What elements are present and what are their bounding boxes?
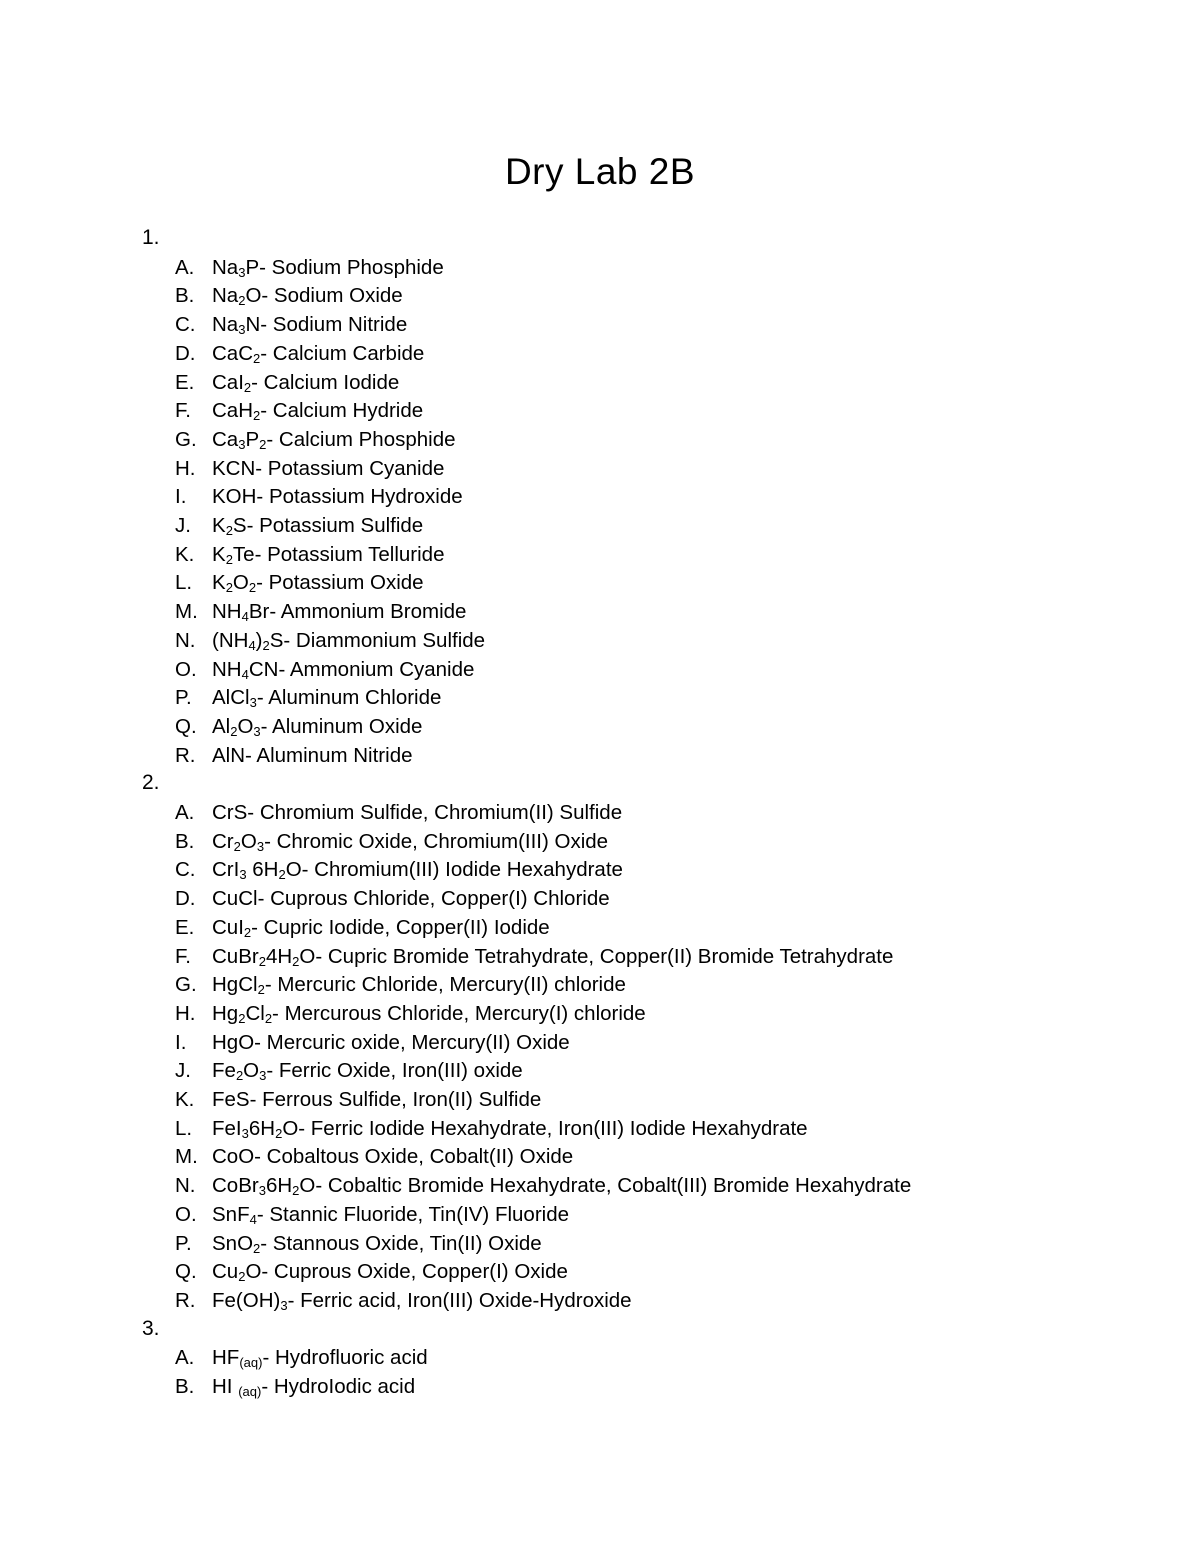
item-letter: M.	[175, 600, 198, 624]
subscript: 2	[262, 637, 270, 653]
item-letter: I.	[175, 485, 187, 509]
item-letter: Q.	[175, 1260, 197, 1284]
item-text: HgCl$_2$- Mercuric Chloride, Mercury(II) chloride	[212, 973, 626, 998]
subscript: 3	[253, 723, 261, 739]
item-letter: O.	[175, 1202, 197, 1226]
item-letter: G.	[175, 427, 197, 451]
subscript: 2	[292, 1183, 300, 1199]
item-letter: E.	[175, 370, 195, 394]
item-text: CuCl- Cuprous Chloride, Copper(I) Chloride	[212, 887, 610, 911]
item-letter: L.	[175, 571, 193, 595]
item-letter: M.	[175, 1145, 198, 1169]
subscript: 2	[275, 1125, 283, 1141]
item-text: CuI$_2$- Cupric Iodide, Copper(II) Iodide	[212, 915, 550, 940]
subscript: 3	[241, 1125, 249, 1141]
item-letter: G.	[175, 973, 197, 997]
subscript: (aq)	[238, 1384, 262, 1399]
item-letter: H.	[175, 456, 196, 480]
item-text: $Cu_2O-$ Cuprous Oxide, Copper(I) Oxide	[212, 1260, 568, 1285]
subscript: 2	[238, 1269, 246, 1285]
item-text: $Hg_2Cl_2-$ Mercurous Chloride, Mercury(I) chloride	[212, 1001, 646, 1026]
item-text: $Ca_3P_2-$ Calcium Phosphide	[212, 427, 456, 452]
subscript: 4	[249, 1211, 257, 1227]
subscript: 4	[241, 609, 249, 625]
item-text: CaI$_2$- Calcium Iodide	[212, 370, 400, 395]
subscript: 2	[238, 1010, 246, 1026]
item-letter: C.	[175, 313, 196, 337]
subscript: 3	[249, 695, 257, 711]
item-text: HI $_{(aq)}$- HydroIodic acid	[212, 1375, 416, 1399]
item-letter: K.	[175, 542, 195, 566]
item-letter: Q.	[175, 714, 197, 738]
item-text: $HF_{(aq)}-$ Hydrofluoric acid	[212, 1346, 428, 1371]
item-letter: B.	[175, 829, 195, 853]
subscript: 3	[238, 322, 246, 338]
item-text: CoO- Cobaltous Oxide, Cobalt(II) Oxide	[212, 1145, 574, 1169]
item-letter: I.	[175, 1030, 187, 1054]
subscript: 2	[233, 838, 241, 854]
item-text: CaC$_2$- Calcium Carbide	[212, 341, 425, 366]
section-number: 1.	[142, 226, 160, 249]
item-letter: B.	[175, 284, 195, 308]
item-text: $Na_3N-$ Sodium Nitride	[212, 313, 408, 338]
subscript: 3	[259, 1068, 267, 1084]
item-text: $NH_4Br-$ Ammonium Bromide	[212, 600, 467, 625]
item-letter: H.	[175, 1001, 196, 1025]
section-number: 3.	[142, 1316, 160, 1340]
item-text: $Na_2O-$ Sodium Oxide	[212, 284, 403, 309]
subscript: 2	[243, 924, 252, 940]
item-letter: J.	[175, 514, 191, 537]
subscript: 2	[238, 293, 246, 309]
item-letter: P.	[175, 686, 192, 710]
subscript: 3	[239, 867, 247, 883]
item-letter: F.	[175, 399, 191, 423]
subscript: 2	[292, 953, 300, 969]
item-text: $FeI_36H_2O-$ Ferric Iodide Hexahydrate, Iron(III) Iodide Hexahydrate	[212, 1116, 808, 1141]
item-text: $K_2S-$ Potassium Sulfide	[212, 514, 424, 538]
item-letter: E.	[175, 915, 195, 939]
item-text: SnF$_4$- Stannic Fluoride, Tin(IV) Fluoride	[212, 1202, 570, 1227]
section-number: 2.	[142, 771, 160, 795]
item-letter: L.	[175, 1116, 193, 1140]
item-text: $CoBr_36H_2O-$ Cobaltic Bromide Hexahydrate, Cobalt(III) Bromide Hexahydrate	[212, 1174, 912, 1199]
item-text: $K_2O_2-$ Potassium Oxide	[212, 571, 424, 596]
item-text: $CuBr_24H_2O-$ Cupric Bromide Tetrahydrate, Copper(II) Bromide Tetrahydrate	[212, 944, 894, 969]
item-letter: B.	[175, 1375, 195, 1398]
item-text: $Al_2O_3-$ Aluminum Oxide	[212, 714, 423, 739]
subscript: 2	[257, 982, 265, 998]
subscript: 3	[238, 436, 246, 452]
item-letter: D.	[175, 887, 196, 911]
item-letter: J.	[175, 1059, 191, 1083]
item-letter: R.	[175, 1288, 196, 1312]
subscript: 2	[225, 551, 233, 567]
subscript: 2	[225, 580, 233, 596]
item-text: $K_2Te-$ Potassium Telluride	[212, 542, 445, 567]
item-letter: R.	[175, 743, 196, 767]
item-letter: A.	[175, 801, 195, 824]
item-text: $Na_3P-$ Sodium Phosphide	[212, 255, 444, 280]
subscript: 2	[259, 436, 267, 452]
subscript: 3	[256, 838, 265, 854]
item-text: HgO- Mercuric oxide, Mercury(II) Oxide	[212, 1030, 570, 1054]
item-letter: C.	[175, 858, 196, 882]
item-text: KOH- Potassium Hydroxide	[212, 485, 463, 509]
subscript: 4	[248, 637, 256, 653]
subscript: (aq)	[239, 1355, 263, 1371]
subscript: 2	[258, 953, 266, 969]
item-text: $Fe(OH)_3-$ Ferric acid, Iron(III) Oxide-Hydroxide	[212, 1288, 632, 1313]
subscript: 2	[253, 408, 261, 424]
item-letter: N.	[175, 628, 196, 652]
item-letter: P.	[175, 1231, 192, 1255]
item-letter: N.	[175, 1174, 196, 1198]
item-text: AlCl$_3$- Aluminum Chloride	[212, 686, 442, 711]
item-text: CrI$_3$ $6H_2O-$ Chromium(III) Iodide Hexahydrate	[212, 858, 623, 883]
item-text: KCN- Potassium Cyanide	[212, 456, 445, 480]
item-letter: A.	[175, 1346, 195, 1370]
subscript: 4	[241, 666, 249, 682]
subscript: 3	[258, 1183, 266, 1199]
item-letter: D.	[175, 341, 196, 365]
item-text: $Fe_2O_3-$ Ferric Oxide, Iron(III) oxide	[212, 1059, 523, 1084]
subscript: 3	[238, 264, 246, 280]
subscript: 2	[225, 523, 233, 538]
subscript: 2	[264, 1010, 273, 1026]
item-text: FeS- Ferrous Sulfide, Iron(II) Sulfide	[212, 1088, 542, 1111]
subscript: 2	[248, 580, 257, 596]
item-text: $NH_4CN-$ Ammonium Cyanide	[212, 657, 475, 682]
item-text: $Cr_2O_3-$ Chromic Oxide, Chromium(III) Oxide	[212, 829, 609, 854]
item-letter: O.	[175, 657, 197, 681]
item-text: $(NH_4)_2S-$ Diammonium Sulfide	[212, 628, 486, 653]
item-text: CrS- Chromium Sulfide, Chromium(II) Sulfide	[212, 801, 623, 824]
subscript: 2	[243, 379, 252, 395]
subscript: 2	[278, 867, 286, 883]
subscript: 2	[235, 1068, 244, 1084]
subscript: 2	[253, 1240, 261, 1256]
page-title: Dry Lab 2B	[504, 151, 696, 192]
item-letter: A.	[175, 255, 195, 279]
item-text: AlN- Aluminum Nitride	[212, 743, 413, 767]
subscript: 2	[253, 350, 261, 366]
item-text: SnO$_2$- Stannous Oxide, Tin(II) Oxide	[212, 1231, 542, 1256]
item-letter: K.	[175, 1088, 195, 1111]
item-text: CaH$_2$- Calcium Hydride	[212, 399, 424, 424]
item-letter: F.	[175, 944, 191, 968]
subscript: 3	[280, 1297, 288, 1313]
subscript: 2	[230, 723, 238, 739]
